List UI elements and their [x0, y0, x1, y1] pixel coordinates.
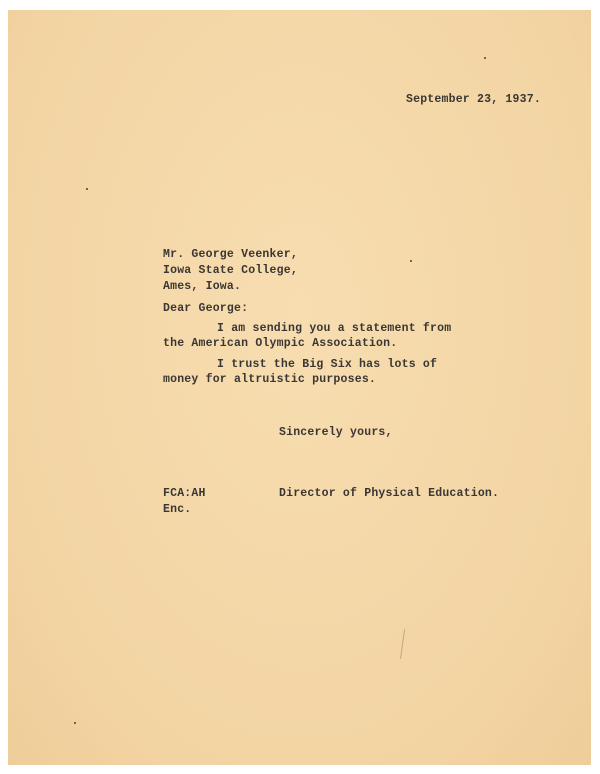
recipient-institution: Iowa State College,: [163, 264, 298, 277]
letter-page: [8, 10, 591, 765]
body-paragraph-1-line-2: the American Olympic Association.: [163, 337, 398, 350]
recipient-city: Ames, Iowa.: [163, 280, 242, 293]
paper-speck: [410, 260, 412, 262]
paper-speck: [484, 57, 486, 59]
body-paragraph-2-line-1: I trust the Big Six has lots of: [217, 358, 438, 371]
paper-speck: [86, 188, 88, 190]
body-paragraph-1-line-1: I am sending you a statement from: [217, 322, 452, 335]
salutation: Dear George:: [163, 302, 249, 315]
paper-hair-mark: [400, 629, 419, 661]
letter-date: September 23, 1937.: [406, 93, 541, 106]
enclosure-note: Enc.: [163, 503, 192, 516]
recipient-name: Mr. George Veenker,: [163, 248, 298, 261]
paper-speck: [74, 722, 76, 724]
body-paragraph-2-line-2: money for altruistic purposes.: [163, 373, 377, 386]
typist-initials: FCA:AH: [163, 487, 206, 500]
signer-title: Director of Physical Education.: [279, 487, 500, 500]
closing: Sincerely yours,: [279, 426, 393, 439]
